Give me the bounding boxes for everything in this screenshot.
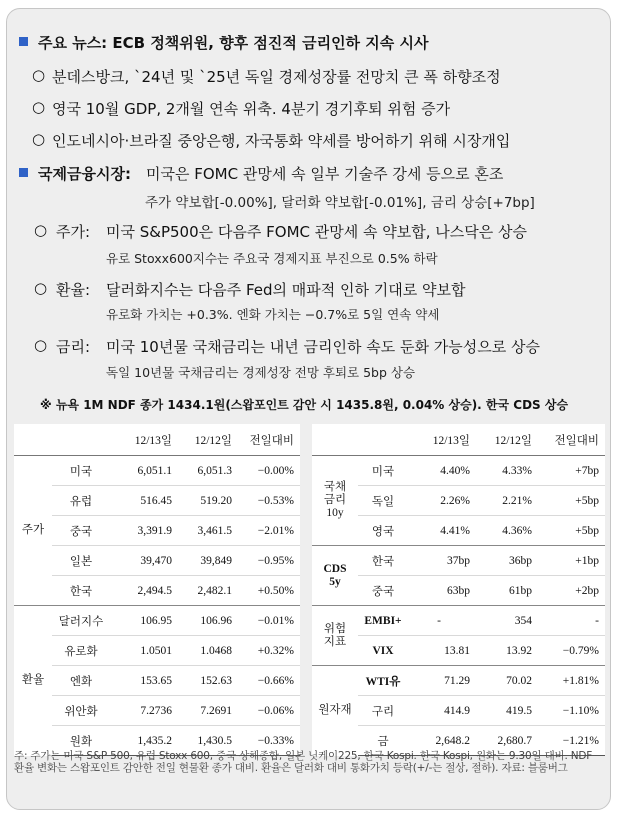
cell-value: 4.40% xyxy=(440,464,470,477)
cell-value: 13.81 xyxy=(408,636,470,666)
cell-value: 2.21% xyxy=(470,486,532,516)
cell-value: 414.9 xyxy=(408,696,470,726)
news-item: 분데스방크, `24년 및 `25년 독일 경제성장률 전망치 큰 폭 하향조정 xyxy=(52,68,501,86)
row-label: 구리 xyxy=(358,696,408,726)
circle-bullet-icon: ○ xyxy=(34,336,48,354)
table-row xyxy=(14,696,300,726)
cell-change: −2.01% xyxy=(232,516,300,546)
blue-bullet-icon xyxy=(19,37,28,46)
table-row xyxy=(14,546,300,576)
cell-value: 61bp xyxy=(470,576,532,606)
row-label: VIX xyxy=(358,636,408,666)
cell-value: 7.2736 xyxy=(110,696,172,726)
cell-change: −1.21% xyxy=(532,726,605,756)
col-date-1: 12/13일 xyxy=(408,424,470,456)
cell-value: 153.65 xyxy=(110,666,172,696)
stock-label: 주가: xyxy=(56,223,91,241)
table-header-row xyxy=(14,424,300,456)
cell-value: 1,430.5 xyxy=(172,726,232,756)
row-label: 한국 xyxy=(52,576,110,606)
col-change: 전일대비 xyxy=(232,424,300,456)
cell-value: 419.5 xyxy=(470,696,532,726)
cell-change: −0.79% xyxy=(532,636,605,666)
blue-bullet-icon xyxy=(19,168,28,177)
table-header-row xyxy=(312,424,605,456)
cell-change: −1.10% xyxy=(532,696,605,726)
stock-sub: 유로 Stoxx600지수는 주요국 경제지표 부진으로 0.5% 하락 xyxy=(106,251,438,266)
cell-change: −0.00% xyxy=(257,464,294,477)
group-risk: 위험 지표 xyxy=(312,606,358,666)
cell-value: 2,482.1 xyxy=(172,576,232,606)
row-label: 독일 xyxy=(358,486,408,516)
col-date-2: 12/12일 xyxy=(172,424,232,456)
cell-value: 3,461.5 xyxy=(172,516,232,546)
cell-value: 1.0501 xyxy=(110,636,172,666)
row-label: 영국 xyxy=(358,516,408,546)
right-market-table xyxy=(312,424,605,756)
cell-value: 6,051.3 xyxy=(197,464,232,477)
table-row xyxy=(14,516,300,546)
row-label: 원화 xyxy=(52,726,110,756)
row-label: 달러지수 xyxy=(52,606,110,636)
cell-value: - xyxy=(408,606,470,636)
row-label: 한국 xyxy=(358,546,408,576)
cell-value: 4.36% xyxy=(470,516,532,546)
table-row xyxy=(14,606,300,636)
circle-bullet-icon: ○ xyxy=(32,130,46,148)
table-row xyxy=(312,666,605,696)
row-label: 위안화 xyxy=(52,696,110,726)
fx-label: 환율: xyxy=(56,281,91,299)
cell-value: 4.41% xyxy=(408,516,470,546)
row-label: WTI유 xyxy=(358,666,408,696)
table-row xyxy=(14,576,300,606)
row-label: 유로화 xyxy=(52,636,110,666)
cell-value: 37bp xyxy=(408,546,470,576)
cell-value: 1,435.2 xyxy=(110,726,172,756)
intl-sub: 주가 약보합[-0.00%], 달러화 약보합[-0.01%], 금리 상승[+7bp] xyxy=(145,195,535,211)
table-row xyxy=(14,666,300,696)
table-row xyxy=(14,486,300,516)
cell-value: 152.63 xyxy=(172,666,232,696)
news-item: 인도네시아·브라질 중앙은행, 자국통화 약세를 방어하기 위해 시장개입 xyxy=(52,132,511,150)
cell-value: 6,051.1 xyxy=(137,464,172,477)
row-label: 일본 xyxy=(52,546,110,576)
fx-sub: 유로화 가치는 +0.3%. 엔화 가치는 −0.7%로 5일 연속 약세 xyxy=(106,307,440,322)
row-label: 미국 xyxy=(69,465,93,478)
cell-value: 4.33% xyxy=(502,464,532,477)
circle-bullet-icon: ○ xyxy=(34,221,48,239)
col-date-2: 12/12일 xyxy=(470,424,532,456)
cell-change: +2bp xyxy=(532,576,605,606)
cell-change: +5bp xyxy=(532,516,605,546)
cell-change: +0.50% xyxy=(232,576,300,606)
intl-title: 국제금융시장: xyxy=(38,165,131,183)
group-fx: 환율 xyxy=(14,606,52,756)
table-row xyxy=(312,606,605,636)
cell-change: +0.32% xyxy=(232,636,300,666)
cell-value: 2,680.7 xyxy=(470,726,532,756)
cell-value: 354 xyxy=(470,606,532,636)
cell-value: 2.26% xyxy=(408,486,470,516)
table-row xyxy=(312,546,605,576)
cell-value: 36bp xyxy=(470,546,532,576)
group-bond-yields: 국채 금리 10y xyxy=(323,481,347,519)
cell-change: +5bp xyxy=(532,486,605,516)
table-row xyxy=(14,636,300,666)
cell-change: −0.66% xyxy=(232,666,300,696)
table-row xyxy=(312,456,605,486)
rate-sub: 독일 10년물 국채금리는 경제성장 전망 후퇴로 5bp 상승 xyxy=(106,365,416,380)
cell-value: 2,494.5 xyxy=(110,576,172,606)
cell-value: 3,391.9 xyxy=(110,516,172,546)
table-row xyxy=(14,456,300,486)
cell-value: 39,470 xyxy=(110,546,172,576)
left-market-table xyxy=(14,424,300,756)
cell-change: −0.33% xyxy=(232,726,300,756)
cell-value: 1.0468 xyxy=(172,636,232,666)
group-commodities: 원자재 xyxy=(312,666,358,756)
fx-text: 달러화지수는 다음주 Fed의 매파적 인하 기대로 약보합 xyxy=(106,281,466,299)
cell-value: 63bp xyxy=(408,576,470,606)
cell-value: 7.2691 xyxy=(172,696,232,726)
cell-change: - xyxy=(532,606,605,636)
rate-label: 금리: xyxy=(56,338,91,356)
circle-bullet-icon: ○ xyxy=(34,279,48,297)
footnote: 주: 주가는 미국 S&P 500, 유럽 Stoxx 600, 중국 상해종합, 일본 닛케이225, 한국 Kospi. 한국 Kospi, 원화는 9.30일 대비. NDF 환율 변화는 스왑포인트 감안한 전일 현물환 종가 대비. 환율은 달러화 대비 통화가치 등락(+/-는 절상, 절하). 자료: 블룸버그 xyxy=(14,750,593,774)
cell-value: 519.20 xyxy=(172,486,232,516)
cell-value: 13.92 xyxy=(470,636,532,666)
row-label: 유럽 xyxy=(52,486,110,516)
news-item: 영국 10월 GDP, 2개월 연속 위축. 4분기 경기후퇴 위험 증가 xyxy=(52,100,451,118)
row-label: EMBI+ xyxy=(358,606,408,636)
cell-change: +1.81% xyxy=(532,666,605,696)
cell-change: −0.01% xyxy=(232,606,300,636)
cell-change: +1bp xyxy=(532,546,605,576)
group-stocks: 주가 xyxy=(21,524,45,536)
row-label: 중국 xyxy=(52,516,110,546)
cell-change: −0.06% xyxy=(232,696,300,726)
cell-value: 39,849 xyxy=(172,546,232,576)
cell-value: 106.96 xyxy=(172,606,232,636)
stock-text: 미국 S&P500은 다음주 FOMC 관망세 속 약보합, 나스닥은 상승 xyxy=(106,223,527,241)
cell-value: 2,648.2 xyxy=(408,726,470,756)
cell-value: 71.29 xyxy=(408,666,470,696)
row-label: 엔화 xyxy=(52,666,110,696)
cell-value: 106.95 xyxy=(110,606,172,636)
rate-text: 미국 10년물 국채금리는 내년 금리인하 속도 둔화 가능성으로 상승 xyxy=(106,338,540,356)
news-title: 주요 뉴스: ECB 정책위원, 향후 점진적 금리인하 지속 시사 xyxy=(38,34,429,52)
row-label: 금 xyxy=(358,726,408,756)
cell-value: 516.45 xyxy=(110,486,172,516)
ndf-note: ※ 뉴욕 1M NDF 종가 1434.1원(스왑포인트 감안 시 1435.8원, 0.04% 상승). 한국 CDS 상승 xyxy=(40,398,569,412)
cell-value: 70.02 xyxy=(470,666,532,696)
circle-bullet-icon: ○ xyxy=(32,98,46,116)
row-label: 미국 xyxy=(371,465,395,478)
col-change: 전일대비 xyxy=(532,424,605,456)
cell-change: +7bp xyxy=(575,464,599,477)
row-label: 중국 xyxy=(358,576,408,606)
intl-summary: 미국은 FOMC 관망세 속 일부 기술주 강세 등으로 혼조 xyxy=(146,165,504,183)
cell-change: −0.95% xyxy=(232,546,300,576)
group-cds: CDS 5y xyxy=(312,546,358,606)
cell-change: −0.53% xyxy=(232,486,300,516)
circle-bullet-icon: ○ xyxy=(32,66,46,84)
col-date-1: 12/13일 xyxy=(110,424,172,456)
